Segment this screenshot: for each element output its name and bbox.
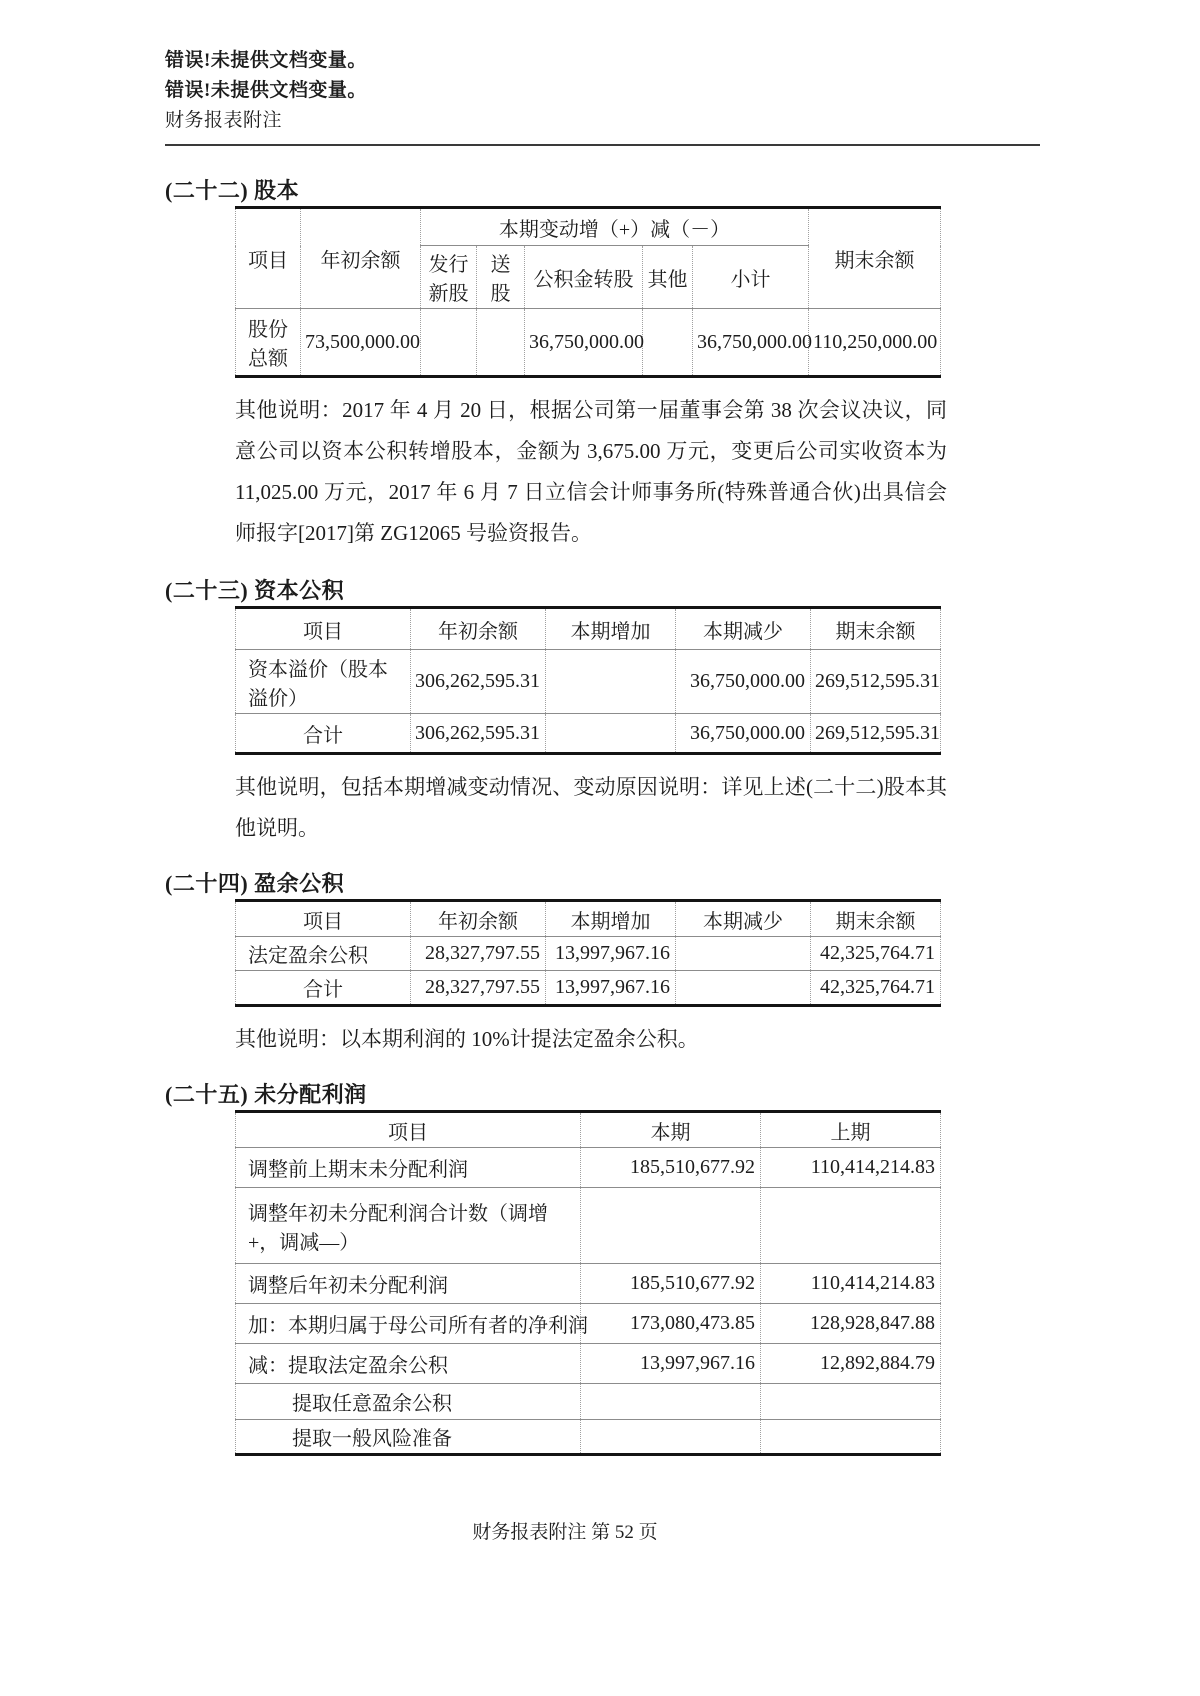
cell-opening-balance: 306,262,595.31 xyxy=(411,714,546,754)
cell-current-period xyxy=(581,1384,761,1420)
cell-new-shares xyxy=(421,309,477,377)
section-title-retained-earnings: (二十五) 未分配利润 xyxy=(165,1082,367,1107)
cell-closing-balance: 269,512,595.31 xyxy=(811,714,941,754)
col-header-increase: 本期增加 xyxy=(546,608,676,650)
col-header-new-shares: 发行新股 xyxy=(421,246,477,309)
cell-subtotal: 36,750,000.00 xyxy=(693,309,809,377)
col-header-item: 项目 xyxy=(236,208,301,309)
table-row-total xyxy=(236,714,941,754)
cell-item-total: 合计 xyxy=(236,971,411,1006)
cell-decrease: 36,750,000.00 xyxy=(676,650,811,714)
col-header-subtotal: 小计 xyxy=(693,246,809,309)
table-row-pre-adjust-retained xyxy=(236,1148,941,1188)
cell-item: 股份总额 xyxy=(236,309,301,377)
col-header-item: 项目 xyxy=(236,608,411,650)
col-header-closing-balance: 期末余额 xyxy=(811,608,941,650)
section-surplus-reserve xyxy=(165,871,1040,1060)
cell-prior-period xyxy=(761,1384,941,1420)
retained-earnings-table xyxy=(235,1110,941,1456)
header-line-1: 错误!未提供文档变量。 xyxy=(165,50,367,71)
section-title-capital-reserve: (二十三) 资本公积 xyxy=(165,578,345,603)
table-header-row xyxy=(236,208,941,246)
section-capital-reserve xyxy=(165,578,1040,849)
cell-current-period xyxy=(581,1420,761,1455)
cell-decrease: 36,750,000.00 xyxy=(676,714,811,754)
cell-bonus-shares xyxy=(477,309,525,377)
cell-current-period: 13,997,967.16 xyxy=(581,1344,761,1384)
table-header-row xyxy=(236,608,941,650)
table-header-row xyxy=(236,901,941,937)
table-row-add-net-profit xyxy=(236,1304,941,1344)
note-share-capital: 其他说明：2017 年 4 月 20 日，根据公司第一届董事会第 38 次会议决议，同意公司以资本公积转增股本，金额为 3,675.00 万元，变更后公司实收资本为 11,025.00 万元，2017 年 6 月 7 日立信会计师事务所(特殊普通合伙)出具信会师报字[2017]第 ZG12065 号验资报告。 xyxy=(235,398,947,545)
table-header-row xyxy=(236,1112,941,1148)
cell-reserve-conversion: 36,750,000.00 xyxy=(525,309,643,377)
cell-item: 提取一般风险准备 xyxy=(236,1420,581,1455)
cell-prior-period xyxy=(761,1188,941,1264)
header-line-2: 错误!未提供文档变量。 xyxy=(165,80,367,101)
col-header-decrease: 本期减少 xyxy=(676,608,811,650)
section-title-share-capital: (二十二) 股本 xyxy=(165,178,300,203)
note-capital-reserve: 其他说明，包括本期增减变动情况、变动原因说明：详见上述(二十二)股本其他说明。 xyxy=(235,775,947,840)
section-retained-earnings xyxy=(165,1082,1040,1456)
share-capital-table xyxy=(235,206,941,378)
table-row-general-risk-reserve xyxy=(236,1420,941,1455)
cell-closing-balance: 42,325,764.71 xyxy=(811,971,941,1006)
page-footer: 财务报表附注 第 52 页 xyxy=(472,1522,658,1543)
cell-opening-balance: 306,262,595.31 xyxy=(411,650,546,714)
cell-decrease xyxy=(676,971,811,1006)
cell-closing-balance: 269,512,595.31 xyxy=(811,650,941,714)
table-row-adjustment-total xyxy=(236,1188,941,1264)
cell-opening-balance: 73,500,000.00 xyxy=(301,309,421,377)
cell-prior-period: 128,928,847.88 xyxy=(761,1304,941,1344)
cell-closing-balance: 110,250,000.00 xyxy=(809,309,941,377)
col-header-prior-period: 上期 xyxy=(761,1112,941,1148)
cell-current-period: 185,510,677.92 xyxy=(581,1148,761,1188)
table-row-share-premium xyxy=(236,650,941,714)
col-header-opening-balance: 年初余额 xyxy=(411,901,546,937)
col-header-change-group: 本期变动增（+）减（－） xyxy=(421,208,809,246)
col-header-closing-balance: 期末余额 xyxy=(809,208,941,309)
header-line-3: 财务报表附注 xyxy=(165,110,283,131)
col-header-increase: 本期增加 xyxy=(546,901,676,937)
cell-increase xyxy=(546,650,676,714)
cell-decrease xyxy=(676,937,811,971)
note-surplus-reserve: 其他说明：以本期利润的 10%计提法定盈余公积。 xyxy=(235,1027,699,1051)
col-header-item: 项目 xyxy=(236,901,411,937)
surplus-reserve-table xyxy=(235,899,941,1007)
cell-opening-balance: 28,327,797.55 xyxy=(411,937,546,971)
cell-item: 调整年初未分配利润合计数（调增+，调减—） xyxy=(236,1188,581,1264)
table-row-statutory-surplus xyxy=(236,937,941,971)
cell-closing-balance: 42,325,764.71 xyxy=(811,937,941,971)
cell-current-period: 173,080,473.85 xyxy=(581,1304,761,1344)
cell-item: 调整前上期末未分配利润 xyxy=(236,1148,581,1188)
cell-item: 加：本期归属于母公司所有者的净利润 xyxy=(236,1304,581,1344)
cell-increase: 13,997,967.16 xyxy=(546,937,676,971)
cell-current-period: 185,510,677.92 xyxy=(581,1264,761,1304)
col-header-reserve-conversion: 公积金转股 xyxy=(525,246,643,309)
cell-item: 减：提取法定盈余公积 xyxy=(236,1344,581,1384)
cell-increase: 13,997,967.16 xyxy=(546,971,676,1006)
cell-prior-period: 12,892,884.79 xyxy=(761,1344,941,1384)
col-header-item: 项目 xyxy=(236,1112,581,1148)
cell-increase xyxy=(546,714,676,754)
col-header-decrease: 本期减少 xyxy=(676,901,811,937)
section-share-capital xyxy=(165,178,1040,554)
capital-reserve-table xyxy=(235,606,941,755)
col-header-opening-balance: 年初余额 xyxy=(301,208,421,309)
cell-other xyxy=(643,309,693,377)
section-title-surplus-reserve: (二十四) 盈余公积 xyxy=(165,871,345,896)
table-row-total xyxy=(236,971,941,1006)
cell-item: 提取任意盈余公积 xyxy=(236,1384,581,1420)
document-header xyxy=(165,46,1040,146)
table-row-total-shares xyxy=(236,309,941,377)
cell-prior-period xyxy=(761,1420,941,1455)
col-header-current-period: 本期 xyxy=(581,1112,761,1148)
cell-item-total: 合计 xyxy=(236,714,411,754)
cell-prior-period: 110,414,214.83 xyxy=(761,1264,941,1304)
cell-item: 法定盈余公积 xyxy=(236,937,411,971)
cell-opening-balance: 28,327,797.55 xyxy=(411,971,546,1006)
col-header-bonus-shares: 送股 xyxy=(477,246,525,309)
table-row-discretionary-surplus xyxy=(236,1384,941,1420)
cell-prior-period: 110,414,214.83 xyxy=(761,1148,941,1188)
table-row-post-adjust-retained xyxy=(236,1264,941,1304)
col-header-other: 其他 xyxy=(643,246,693,309)
col-header-opening-balance: 年初余额 xyxy=(411,608,546,650)
table-row-less-statutory-surplus xyxy=(236,1344,941,1384)
cell-item: 资本溢价（股本溢价） xyxy=(236,650,411,714)
cell-current-period xyxy=(581,1188,761,1264)
cell-item: 调整后年初未分配利润 xyxy=(236,1264,581,1304)
col-header-closing-balance: 期末余额 xyxy=(811,901,941,937)
